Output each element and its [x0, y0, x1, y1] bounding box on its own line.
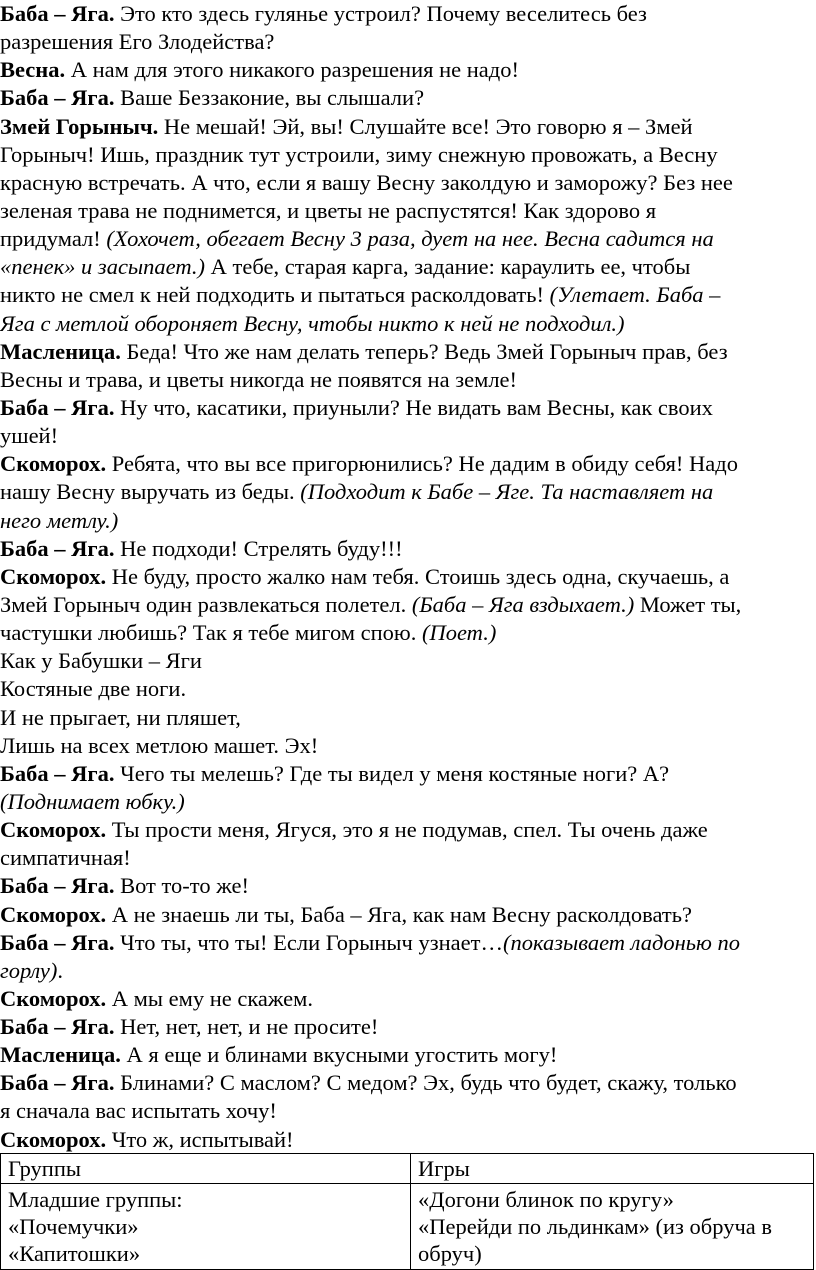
line-text: Лишь на всех метлою машет. Эх!	[0, 732, 319, 758]
speaker-name: Баба – Яга.	[0, 1014, 115, 1040]
line-text: Как у Бабушки – Яги	[0, 648, 202, 674]
speaker-name: Скоморох.	[0, 985, 107, 1011]
game-line: обруч)	[418, 1241, 482, 1266]
script-line	[0, 225, 816, 253]
line-text: красную встречать. А что, если я вашу Весну заколдую и заморожу? Без нее	[0, 169, 733, 195]
stage-direction: (Поет.)	[421, 620, 497, 646]
line-text: Может ты,	[634, 591, 742, 617]
speaker-name: Баба – Яга.	[0, 760, 115, 786]
script-line	[0, 422, 816, 450]
script-line	[0, 591, 816, 619]
line-text: .	[57, 957, 64, 983]
stage-direction: (Хохочет, обегает Весну 3 раза, дует на нее. Весна садится на	[106, 226, 714, 252]
line-text: Ребята, что вы все пригорюнились? Не дадим в обиду себя! Надо	[106, 451, 738, 477]
line-text: никто не смел к ней подходить и пытаться расколдовать!	[0, 282, 550, 308]
line-text: А не знаешь ли ты, Баба – Яга, как нам Весну расколдовать?	[106, 901, 692, 927]
line-text: Беда! Что же нам делать теперь? Ведь Змей Горыныч прав, без	[120, 338, 728, 364]
line-text: ушей!	[0, 423, 59, 449]
speaker-name: Баба – Яга.	[0, 535, 115, 561]
group-line: Младшие группы:	[8, 1187, 183, 1212]
group-line: «Капитошки»	[8, 1241, 141, 1266]
script-line	[0, 816, 816, 844]
line-text: Ваше Беззаконие, вы слышали?	[114, 85, 425, 111]
stage-direction: «пенек» и засыпает.)	[0, 254, 205, 280]
table-cell-games	[411, 1184, 814, 1270]
line-text: Вот то-то же!	[114, 873, 249, 899]
script-line	[0, 253, 816, 281]
stage-direction: (Баба – Яга вздыхает.)	[411, 591, 635, 617]
script-line	[0, 1126, 816, 1154]
script-line	[0, 563, 816, 591]
script-line	[0, 704, 816, 732]
line-text: Змей Горыныч один развлекаться полетел.	[0, 591, 412, 617]
script-line	[0, 1069, 816, 1097]
script-line	[0, 760, 816, 788]
line-text: А я еще и блинами вкусными угостить могу!	[120, 1042, 558, 1068]
script-line	[0, 169, 816, 197]
line-text: А мы ему не скажем.	[106, 985, 314, 1011]
line-text: Не буду, просто жалко нам тебя. Стоишь здесь одна, скучаешь, а	[106, 563, 730, 589]
script-line	[0, 788, 816, 816]
speaker-name: Баба – Яга.	[0, 873, 115, 899]
line-text: Что ж, испытывай!	[106, 1126, 294, 1152]
line-text: симпатичная!	[0, 845, 131, 871]
script-line	[0, 84, 816, 112]
game-line: «Догони блинок по кругу»	[418, 1187, 674, 1212]
line-text: частушки любишь? Так я тебе мигом спою.	[0, 620, 422, 646]
line-text: А тебе, старая карга, задание: караулить ее, чтобы	[205, 254, 691, 280]
line-text: Нет, нет, нет, и не просите!	[114, 1014, 379, 1040]
line-text: Не подходи! Стрелять буду!!!	[114, 535, 403, 561]
script-line	[0, 872, 816, 900]
stage-direction: (Улетает. Баба –	[549, 282, 721, 308]
group-line: «Почемучки»	[8, 1214, 139, 1239]
script-line	[0, 1041, 816, 1069]
games-table	[0, 1153, 814, 1270]
script-line	[0, 732, 816, 760]
table-cell-groups	[1, 1184, 411, 1270]
stage-direction: Яга с метлой обороняет Весну, чтобы никто к ней не подходил.)	[0, 310, 625, 336]
speaker-name: Скоморох.	[0, 1126, 107, 1152]
speaker-name: Скоморох.	[0, 901, 107, 927]
script-line	[0, 450, 816, 478]
script-line	[0, 675, 816, 703]
script-line	[0, 366, 816, 394]
line-text: Чего ты мелешь? Где ты видел у меня костяные ноги? А?	[114, 760, 670, 786]
speaker-name: Скоморох.	[0, 817, 107, 843]
game-line: «Перейди по льдинкам» (из обруча в	[418, 1214, 773, 1239]
script-line	[0, 0, 816, 28]
line-text: зеленая трава не поднимется, и цветы не распустятся! Как здорово я	[0, 197, 657, 223]
line-text: Не мешай! Эй, вы! Слушайте все! Это говорю я – Змей	[158, 113, 693, 139]
stage-direction: него метлу.)	[0, 507, 119, 533]
script-line	[0, 929, 816, 957]
speaker-name: Весна.	[0, 57, 66, 83]
speaker-name: Скоморох.	[0, 451, 107, 477]
speaker-name: Скоморох.	[0, 563, 107, 589]
script-line	[0, 507, 816, 535]
line-text: Это кто здесь гулянье устроил? Почему веселитесь без	[114, 1, 647, 26]
speaker-name: Баба – Яга.	[0, 1070, 115, 1096]
line-text: я сначала вас испытать хочу!	[0, 1098, 277, 1124]
line-text: Блинами? С маслом? С медом? Эх, будь что будет, скажу, только	[114, 1070, 737, 1096]
script-line	[0, 310, 816, 338]
line-text: Горыныч! Ишь, праздник тут устроили, зиму снежную провожать, а Весну	[0, 141, 718, 167]
script-line	[0, 141, 816, 169]
script-line	[0, 647, 816, 675]
stage-direction: горлу)	[0, 957, 58, 983]
script-line	[0, 985, 816, 1013]
script-line	[0, 957, 816, 985]
script-line	[0, 113, 816, 141]
table-header-row	[1, 1154, 814, 1184]
script-line	[0, 338, 816, 366]
line-text: Костяные две ноги.	[0, 676, 187, 702]
line-text: Весны и трава, и цветы никогда не появятся на земле!	[0, 366, 518, 392]
speaker-name: Баба – Яга.	[0, 394, 115, 420]
script-line	[0, 56, 816, 84]
table-header-games: Игры	[411, 1154, 814, 1184]
table-row	[1, 1184, 814, 1270]
script-line	[0, 28, 816, 56]
line-text: И не прыгает, ни пляшет,	[0, 704, 241, 730]
speaker-name: Баба – Яга.	[0, 85, 115, 111]
line-text: придумал!	[0, 226, 107, 252]
script-line	[0, 478, 816, 506]
speaker-name: Баба – Яга.	[0, 929, 115, 955]
script-line	[0, 619, 816, 647]
line-text: А нам для этого никакого разрешения не надо!	[65, 57, 519, 83]
stage-direction: (Поднимает юбку.)	[0, 788, 185, 814]
script-line	[0, 844, 816, 872]
stage-direction: (показывает ладонью по	[502, 929, 740, 955]
stage-direction: (Подходит к Бабе – Яге. Та наставляет на	[300, 479, 714, 505]
script-line	[0, 901, 816, 929]
script-line	[0, 1097, 816, 1125]
script-line	[0, 281, 816, 309]
line-text: Ну что, касатики, приуныли? Не видать вам Весны, как своих	[114, 394, 713, 420]
speaker-name: Баба – Яга.	[0, 1, 115, 26]
line-text: разрешения Его Злодейства?	[0, 29, 275, 55]
script-line	[0, 394, 816, 422]
speaker-name: Змей Горыныч.	[0, 113, 159, 139]
script-line	[0, 535, 816, 563]
line-text: нашу Весну выручать из беды.	[0, 479, 301, 505]
script-line	[0, 1013, 816, 1041]
line-text: Ты прости меня, Ягуся, это я не подумав, спел. Ты очень даже	[106, 817, 708, 843]
script-line	[0, 197, 816, 225]
speaker-name: Масленица.	[0, 338, 121, 364]
table-header-groups: Группы	[1, 1154, 411, 1184]
speaker-name: Масленица.	[0, 1042, 121, 1068]
line-text: Что ты, что ты! Если Горыныч узнает…	[114, 929, 503, 955]
